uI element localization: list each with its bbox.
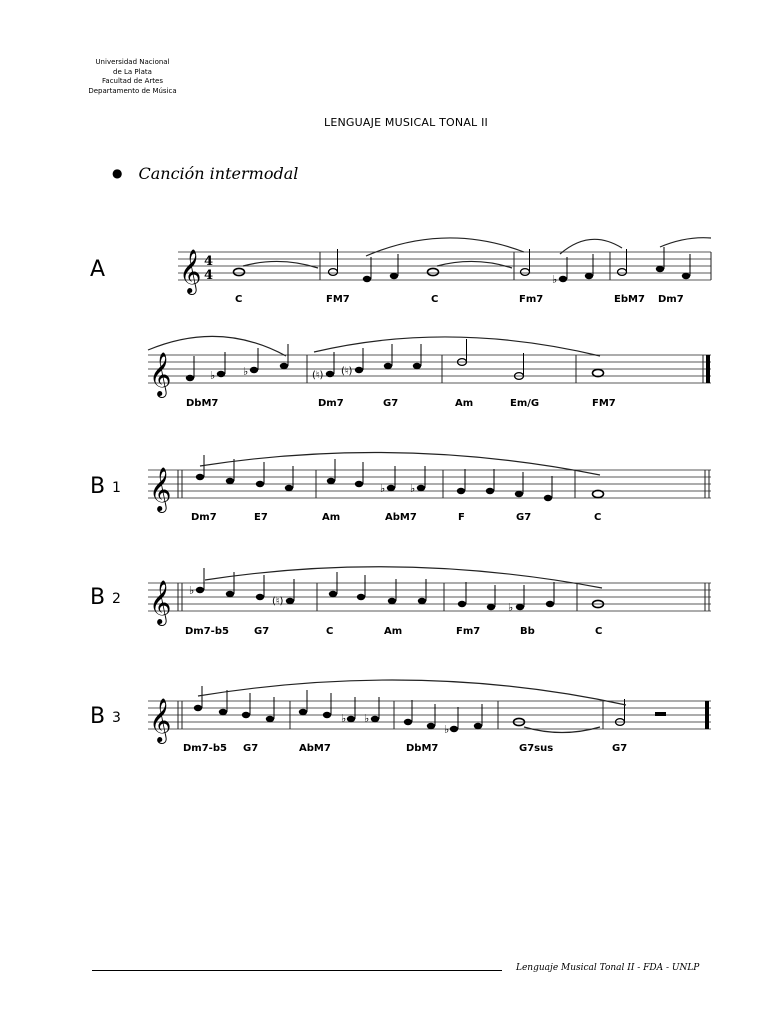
slurs	[243, 238, 711, 268]
chord-symbol: DbM7	[406, 743, 439, 754]
slurs	[200, 452, 600, 475]
quarter-note	[347, 716, 355, 722]
quarter-note	[559, 276, 567, 282]
quarter-note	[266, 716, 274, 722]
institution-line: Universidad Nacional	[95, 58, 170, 66]
staff-lines	[148, 470, 711, 498]
quarter-note	[404, 719, 412, 725]
chord-symbol: G7	[612, 743, 628, 754]
chord-symbol: Am	[322, 512, 341, 523]
chord-symbols	[191, 512, 601, 523]
quarter-note	[256, 481, 264, 487]
quarter-note	[326, 371, 334, 377]
section-label: B	[90, 704, 106, 729]
flat-icon: ♭	[243, 365, 249, 378]
quarter-note	[355, 481, 363, 487]
quarter-note	[544, 495, 552, 501]
chord-symbol: G7sus	[519, 743, 554, 754]
institution-line: Facultad de Artes	[102, 77, 163, 85]
quarter-note	[186, 375, 194, 381]
bullet-text: Canción intermodal	[138, 164, 299, 183]
slurs	[205, 567, 602, 588]
flat-icon: ♭	[552, 273, 558, 286]
chord-symbols	[235, 294, 684, 305]
chord-symbol: FM7	[592, 398, 616, 409]
chord-symbols	[186, 398, 616, 409]
chord-symbol: Dm7	[191, 512, 217, 523]
chord-symbol: C	[594, 512, 602, 523]
quarter-note	[387, 485, 395, 491]
footer-divider	[92, 970, 502, 971]
final-barline	[706, 355, 710, 383]
natural-icon: (♮)	[341, 366, 353, 377]
quarter-note	[450, 726, 458, 732]
half-note	[618, 269, 627, 276]
quarter-note	[458, 601, 466, 607]
quarter-note	[486, 488, 494, 494]
quarter-note	[196, 587, 204, 593]
section-number: 1	[112, 480, 121, 496]
chord-symbol: Fm7	[456, 626, 481, 637]
chord-symbol: Dm7-b5	[183, 743, 227, 754]
quarter-note	[329, 591, 337, 597]
quarter-note	[357, 594, 365, 600]
quarter-note	[390, 273, 398, 279]
quarter-note	[418, 598, 426, 604]
quarter-note	[384, 363, 392, 369]
institution-line: de La Plata	[113, 67, 152, 76]
quarter-note	[219, 709, 227, 715]
time-signature-bottom: 4	[204, 268, 214, 283]
time-signature-top: 4	[204, 254, 214, 269]
flat-icon: ♭	[410, 482, 416, 495]
chord-symbol: Dm7	[658, 294, 684, 305]
staff-system-b3	[90, 680, 711, 754]
final-barline	[705, 701, 709, 729]
chord-symbol: C	[235, 294, 243, 305]
notes	[189, 568, 604, 614]
institution-line: Departamento de Música	[88, 86, 177, 95]
half-rest-icon	[655, 712, 666, 716]
quarter-note	[585, 273, 593, 279]
half-note	[521, 269, 530, 276]
chord-symbol: G7	[254, 626, 270, 637]
chord-symbol: G7	[243, 743, 259, 754]
treble-clef-icon: 𝄞	[179, 249, 202, 293]
quarter-note	[417, 485, 425, 491]
chord-symbol: C	[431, 294, 439, 305]
natural-icon: (♮)	[312, 370, 324, 381]
quarter-note	[194, 705, 202, 711]
quarter-note	[371, 716, 379, 722]
staff-system-a-continued	[148, 336, 711, 409]
quarter-note	[196, 474, 204, 480]
flat-icon: ♭	[364, 712, 370, 725]
chord-symbol: DbM7	[186, 398, 219, 409]
staff-lines	[148, 583, 711, 611]
quarter-note	[363, 276, 371, 282]
chord-symbol: Dm7	[318, 398, 344, 409]
chord-symbol: Bb	[520, 626, 535, 637]
notes	[186, 339, 604, 382]
whole-note	[593, 490, 604, 497]
natural-icon: (♮)	[272, 596, 284, 607]
quarter-note	[546, 601, 554, 607]
quarter-note	[427, 723, 435, 729]
chord-symbol: Dm7-b5	[185, 626, 229, 637]
chord-symbol: Fm7	[519, 294, 544, 305]
notes	[196, 455, 604, 501]
chord-symbol: AbM7	[385, 512, 417, 523]
whole-note	[234, 268, 245, 275]
quarter-note	[226, 591, 234, 597]
quarter-note	[299, 709, 307, 715]
chord-symbol: E7	[254, 512, 268, 523]
half-note	[329, 269, 338, 276]
quarter-note	[250, 367, 258, 373]
footer-text: Lenguaje Musical Tonal II - FDA - UNLP	[516, 963, 700, 973]
quarter-note	[474, 723, 482, 729]
flat-icon: ♭	[210, 369, 216, 382]
section-label: B	[90, 585, 106, 610]
section-label: A	[90, 257, 106, 282]
flat-icon: ♭	[444, 723, 450, 736]
chord-symbol: Am	[384, 626, 403, 637]
chord-symbol: G7	[383, 398, 399, 409]
chord-symbol: AbM7	[299, 743, 331, 754]
slurs	[148, 336, 600, 356]
chord-symbol: EbM7	[614, 294, 645, 305]
chord-symbol: G7	[516, 512, 532, 523]
chord-symbol: C	[595, 626, 603, 637]
staff-lines	[148, 355, 711, 383]
section-number: 2	[112, 591, 121, 607]
treble-clef-icon: 𝄞	[149, 698, 172, 742]
quarter-note	[323, 712, 331, 718]
chord-symbol: F	[458, 512, 465, 523]
chord-symbol: C	[326, 626, 334, 637]
quarter-note	[217, 371, 225, 377]
treble-clef-icon: 𝄞	[149, 580, 172, 624]
quarter-note	[487, 604, 495, 610]
quarter-note	[413, 363, 421, 369]
treble-clef-icon: 𝄞	[149, 467, 172, 511]
section-number: 3	[112, 710, 121, 726]
flat-icon: ♭	[508, 601, 514, 614]
quarter-note	[286, 598, 294, 604]
quarter-note	[457, 488, 465, 494]
flat-icon: ♭	[380, 482, 386, 495]
quarter-note	[256, 594, 264, 600]
quarter-note	[516, 604, 524, 610]
staff-system-b2	[90, 567, 711, 637]
course-title: LENGUAJE MUSICAL TONAL II	[324, 116, 488, 129]
whole-note	[428, 268, 439, 275]
whole-note	[593, 369, 604, 376]
chord-symbol: Em/G	[510, 398, 540, 409]
quarter-note	[242, 712, 250, 718]
chord-symbols	[183, 743, 627, 754]
quarter-note	[280, 363, 288, 369]
section-label: B	[90, 474, 106, 499]
staff-system-a	[90, 238, 711, 305]
quarter-note	[355, 367, 363, 373]
staff-lines	[178, 252, 711, 280]
chord-symbol: FM7	[326, 294, 350, 305]
chord-symbols	[185, 626, 602, 637]
flat-icon: ♭	[341, 712, 347, 725]
quarter-note	[226, 478, 234, 484]
quarter-note	[656, 266, 664, 272]
quarter-note	[388, 598, 396, 604]
bullet-dot-icon: ●	[112, 166, 123, 180]
quarter-note	[327, 478, 335, 484]
treble-clef-icon: 𝄞	[149, 352, 172, 396]
chord-symbol: Am	[455, 398, 474, 409]
quarter-note	[285, 485, 293, 491]
quarter-note	[682, 273, 690, 279]
staff-system-b1	[90, 452, 711, 523]
flat-icon: ♭	[189, 584, 195, 597]
quarter-note	[515, 491, 523, 497]
